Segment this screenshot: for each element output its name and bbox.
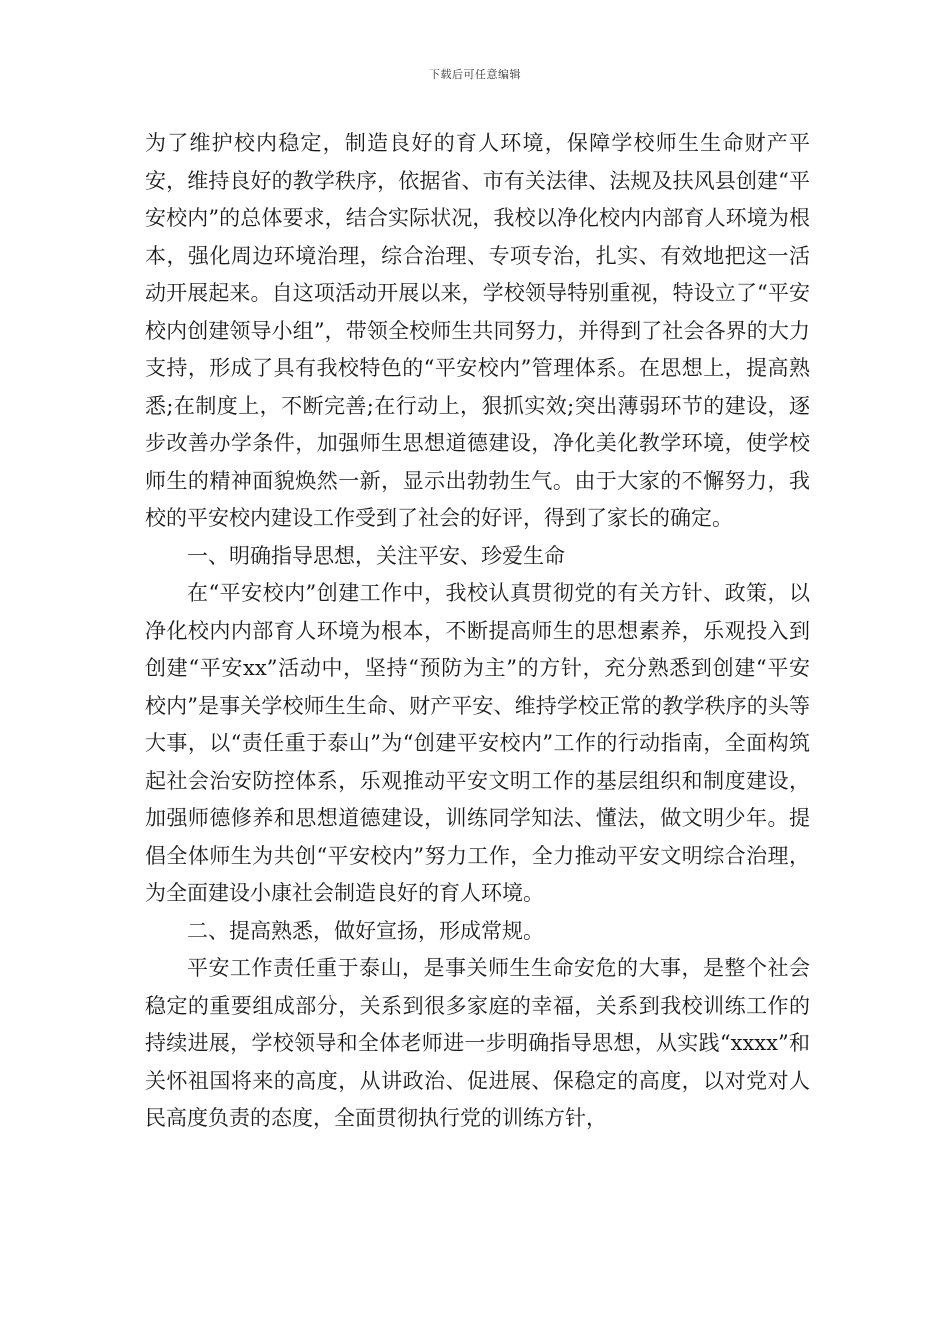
document-body xyxy=(145,125,810,1138)
paragraph-intro: 为了维护校内稳定，制造良好的育人环境，保障学校师生生命财产平安，维持良好的教学秩序，依据省、市有关法律、法规及扶风县创建“平安校内”的总体要求，结合实际状况，我校以净化校内内部育人环境为根本，强化周边环境治理，综合治理、专项专治，扎实、有效地把这一活动开展起来。自这项活动开展以来，学校领导特别重视，特设立了“平安校内创建领导小组”，带领全校师生共同努力，并得到了社会各界的大力支持，形成了具有我校特色的“平安校内”管理体系。在思想上，提高熟悉;在制度上，不断完善;在行动上，狠抓实效;突出薄弱环节的建设，逐步改善办学条件，加强师生思想道德建设，净化美化教学环境，使学校师生的精神面貌焕然一新，显示出勃勃生气。由于大家的不懈努力，我校的平安校内建设工作受到了社会的好评，得到了家长的确定。 xyxy=(145,131,810,530)
section-heading-2: 二、提高熟悉，做好宣扬，形成常规。 xyxy=(187,918,544,943)
section-heading-1: 一、明确指导思想，关注平安、珍爱生命 xyxy=(187,543,565,568)
paragraph-section-1: 在“平安校内”创建工作中，我校认真贯彻党的有关方针、政策，以净化校内内部育人环境为根本，不断提高师生的思想素养，乐观投入到创建“平安xx”活动中，坚持“预防为主”的方针，充分熟悉到创建“平安校内”是事关学校师生生命、财产平安、维持学校正常的教学秩序的头等大事，以“责任重于泰山”为“创建平安校内”工作的行动指南，全面构筑起社会治安防控体系，乐观推动平安文明工作的基层组织和制度建设，加强师德修养和思想道德建设，训练同学知法、懂法，做文明少年。提倡全体师生为共创“平安校内”努力工作，全力推动平安文明综合治理，为全面建设小康社会制造良好的育人环境。 xyxy=(145,581,810,905)
header-note: 下载后可任意编辑 xyxy=(429,68,521,81)
paragraph-section-2: 平安工作责任重于泰山，是事关师生生命安危的大事，是整个社会稳定的重要组成部分，关系到很多家庭的幸福，关系到我校训练工作的持续进展，学校领导和全体老师进一步明确指导思想，从实践“xxxx”和关怀祖国将来的高度，从讲政治、促进展、保稳定的高度，以对党对人民高度负责的态度，全面贯彻执行党的训练方针， xyxy=(145,956,810,1130)
